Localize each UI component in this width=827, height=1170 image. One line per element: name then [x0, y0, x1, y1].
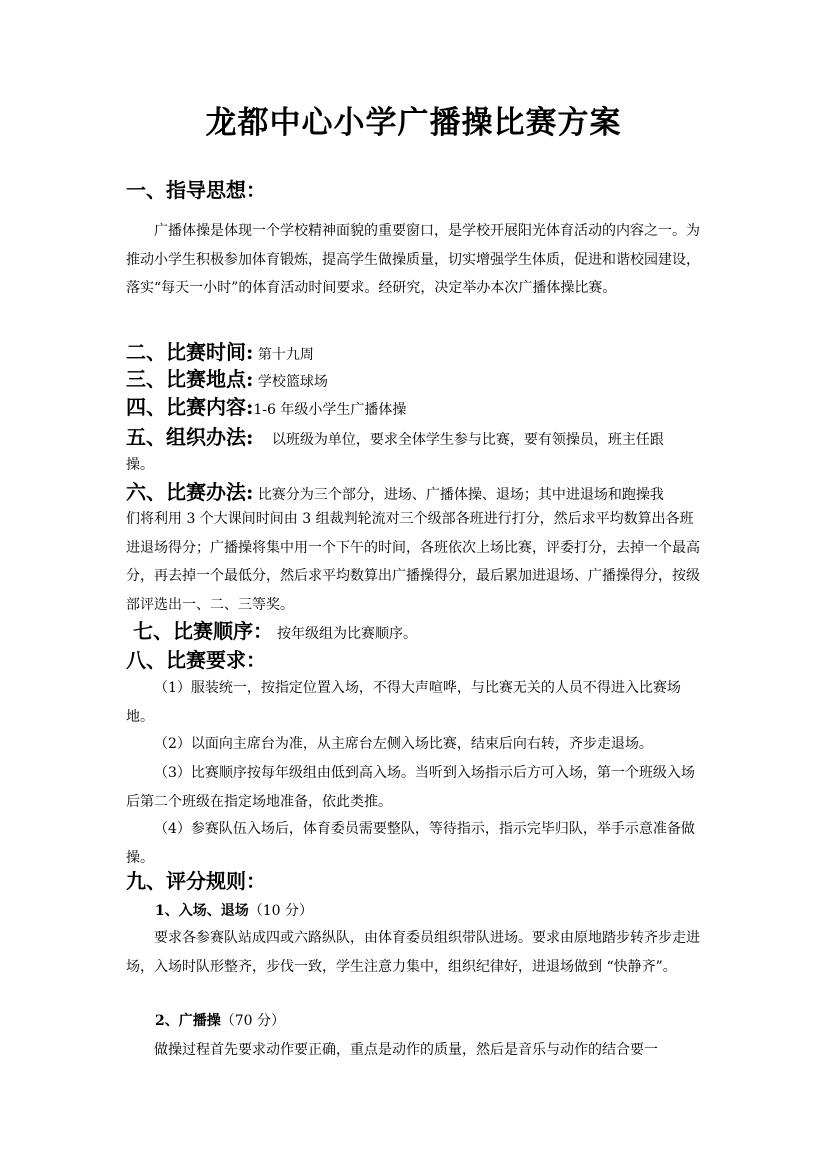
scoring-rule-2-body: 做操过程首先要求动作要正确，重点是动作的质量，然后是音乐与动作的结合要一 — [154, 1042, 658, 1058]
section-7-value: 按年级组为比赛顺序。 — [263, 626, 417, 642]
scoring-rule-2-title — [155, 1009, 285, 1033]
section-2-value: 第十九周 — [253, 347, 314, 363]
section-1-heading: 一、指导思想： — [126, 178, 266, 202]
section-7-label: 七、比赛顺序： — [133, 619, 263, 643]
scoring-rule-1-name: 1、入场、退场 — [155, 903, 249, 919]
document-title: 龙都中心小学广播操比赛方案 — [205, 105, 622, 141]
requirement-item-3: （3）比赛顺序按每年级组由低到高入场。当听到入场指示后方可入场，第一个班级入场后第二个班级在指定场地准备，依此类推。 — [126, 765, 695, 810]
section-8-heading: 八、比赛要求： — [126, 648, 266, 672]
section-6-body: 们将利用 3 个大课间时间由 3 组裁判轮流对三个级部各班进行打分，然后求平均数算出各班进退场得分；广播操将集中用一个下午的时间，各班依次上场比赛，评委打分，去掉一个最高分，再去掉一个最低分，然后求平均数算出广播操得分，最后累加进退场、广播操得分，按级部评选出一、二、三等奖。 — [126, 511, 700, 613]
section-5-heading — [126, 423, 664, 454]
scoring-rule-1-title — [155, 899, 313, 923]
section-2-label: 二、比赛时间: — [126, 340, 254, 364]
section-7-heading — [133, 617, 417, 648]
section-4-heading — [126, 393, 406, 424]
section-5-continuation: 操。 — [126, 457, 154, 473]
section-4-label: 四、比赛内容: — [126, 395, 254, 419]
section-4-value: 1-6 年级小学生广播体操 — [253, 402, 407, 418]
scoring-rule-1-points: （10 分） — [248, 903, 314, 919]
requirement-item-1: （1）服装统一，按指定位置入场，不得大声喧哗，与比赛无关的人员不得进入比赛场地。 — [126, 680, 681, 725]
section-6-value: 比赛分为三个部分，进场、广播体操、退场；其中进退场和跑操我 — [253, 487, 664, 503]
section-5-value: 以班级为单位，要求全体学生参与比赛，要有领操员，班主任跟 — [253, 432, 664, 448]
scoring-rule-1-body: 要求各参赛队站成四或六路纵队，由体育委员组织带队进场。要求由原地踏步转齐步走进场，入场时队形整齐，步伐一致，学生注意力集中，组织纪律好，进退场做到 “快静齐”。 — [126, 930, 700, 975]
requirement-item-2: （2）以面向主席台为准，从主席台左侧入场比赛，结束后向右转，齐步走退场。 — [154, 736, 653, 752]
section-6-label: 六、比赛办法: — [126, 480, 254, 504]
scoring-rule-2-name: 2、广播操 — [155, 1013, 221, 1029]
section-9-heading: 九、评分规则： — [126, 869, 266, 893]
scoring-rule-2-points: （70 分） — [220, 1013, 286, 1029]
section-3-value: 学校篮球场 — [253, 374, 328, 390]
section-3-label: 三、比赛地点: — [126, 367, 254, 391]
section-5-label: 五、组织办法: — [126, 425, 254, 449]
requirement-item-4: （4）参赛队伍入场后，体育委员需要整队，等待指示，指示完毕归队，举手示意准备做操。 — [126, 821, 695, 866]
section-1-body: 广播体操是体现一个学校精神面貌的重要窗口，是学校开展阳光体育活动的内容之一。为推动小学生积极参加体育锻炼，提高学生做操质量，切实增强学生体质，促进和谐校园建设，落实“每天一小时”的体育活动时间要求。经研究，决定举办本次广播体操比赛。 — [126, 223, 700, 297]
section-3-heading — [126, 365, 328, 396]
